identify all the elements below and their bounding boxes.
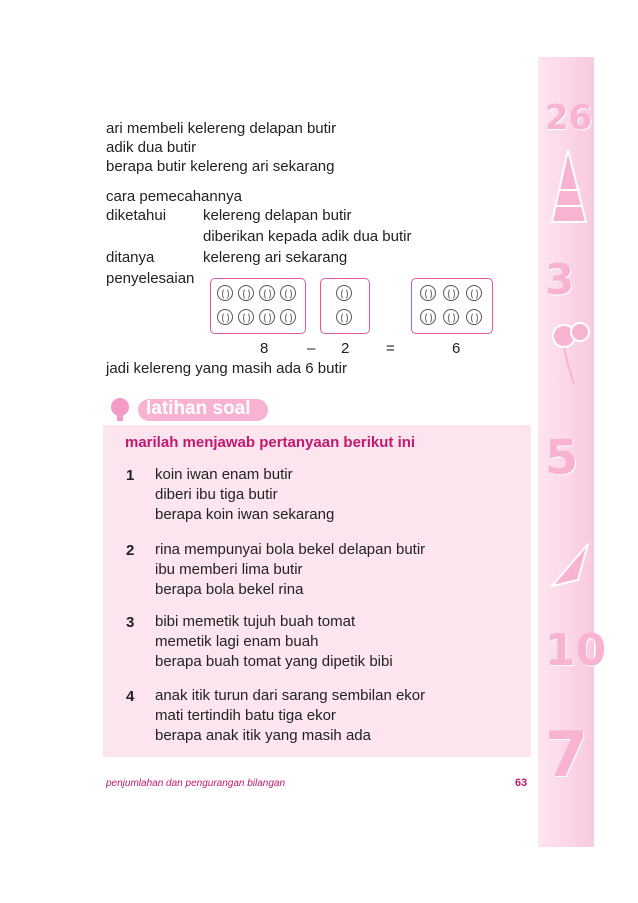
exercise-heading: marilah menjawab pertanyaan berikut ini — [125, 434, 416, 451]
side-number-5: 5 — [545, 430, 579, 486]
footer-chapter-title: penjumlahan dan pengurangan bilangan — [106, 778, 286, 789]
marble-box-two — [320, 278, 370, 334]
exercise-banner-title: latihan soal — [146, 398, 251, 419]
marble-icon — [443, 285, 459, 301]
marble-icon — [443, 309, 459, 325]
cone-icon — [548, 540, 592, 590]
marble-icon — [259, 285, 275, 301]
equation-result: 6 — [452, 340, 461, 357]
page-number: 63 — [515, 777, 528, 789]
question-4-line-2: mati tertindih batu tiga ekor — [155, 707, 336, 724]
marble-box-six — [411, 278, 493, 334]
marble-icon — [466, 285, 482, 301]
question-4-line-3: berapa anak itik yang masih ada — [155, 727, 371, 744]
side-number-10: 10 — [545, 625, 607, 676]
conclusion: jadi kelereng yang masih ada 6 butir — [106, 360, 347, 377]
marble-icon — [238, 285, 254, 301]
marble-icon — [238, 309, 254, 325]
side-number-3: 3 — [545, 255, 575, 304]
question-2-line-1: rina mempunyai bola bekel delapan butir — [155, 541, 426, 558]
marble-icon — [280, 309, 296, 325]
side-number-7: 7 — [545, 718, 589, 791]
known-label: diketahui — [106, 207, 167, 224]
equation-operand-a: 8 — [260, 340, 269, 357]
question-2-line-2: ibu memberi lima butir — [155, 561, 303, 578]
question-3-line-3: berapa buah tomat yang dipetik bibi — [155, 653, 393, 670]
marble-icon — [217, 285, 233, 301]
question-4-line-1: anak itik turun dari sarang sembilan ekor — [155, 687, 426, 704]
equation-equals: = — [386, 340, 395, 357]
party-hat-icon — [548, 150, 588, 230]
marble-icon — [217, 309, 233, 325]
marble-icon — [420, 309, 436, 325]
question-1-line-2: diberi ibu tiga butir — [155, 486, 278, 503]
solution-heading: cara pemecahannya — [106, 188, 242, 205]
question-number-2: 2 — [126, 542, 135, 559]
question-3-line-2: memetik lagi enam buah — [155, 633, 319, 650]
known-line-1: kelereng delapan butir — [203, 207, 352, 224]
question-number-3: 3 — [126, 614, 135, 631]
question-1-line-1: koin iwan enam butir — [155, 466, 293, 483]
question-2-line-3: berapa bola bekel rina — [155, 581, 304, 598]
side-number-26: 26 — [545, 98, 593, 138]
question-3-line-1: bibi memetik tujuh buah tomat — [155, 613, 356, 630]
question-number-4: 4 — [126, 688, 135, 705]
question-number-1: 1 — [126, 467, 135, 484]
marble-icon — [336, 309, 352, 325]
equation-minus: – — [307, 340, 316, 357]
balloons-icon — [548, 318, 596, 388]
asked-label: ditanya — [106, 249, 155, 266]
marble-icon — [466, 309, 482, 325]
marble-box-eight — [210, 278, 306, 334]
marble-icon — [259, 309, 275, 325]
problem-line-3: berapa butir kelereng ari sekarang — [106, 158, 335, 175]
equation-operand-b: 2 — [341, 340, 350, 357]
marble-icon — [280, 285, 296, 301]
question-1-line-3: berapa koin iwan sekarang — [155, 506, 335, 523]
problem-line-2: adik dua butir — [106, 139, 197, 156]
known-line-2: diberikan kepada adik dua butir — [203, 228, 412, 245]
marble-icon — [336, 285, 352, 301]
asked-value: kelereng ari sekarang — [203, 249, 348, 266]
solve-label: penyelesaian — [106, 270, 195, 287]
marble-icon — [420, 285, 436, 301]
problem-line-1: ari membeli kelereng delapan butir — [106, 120, 337, 137]
